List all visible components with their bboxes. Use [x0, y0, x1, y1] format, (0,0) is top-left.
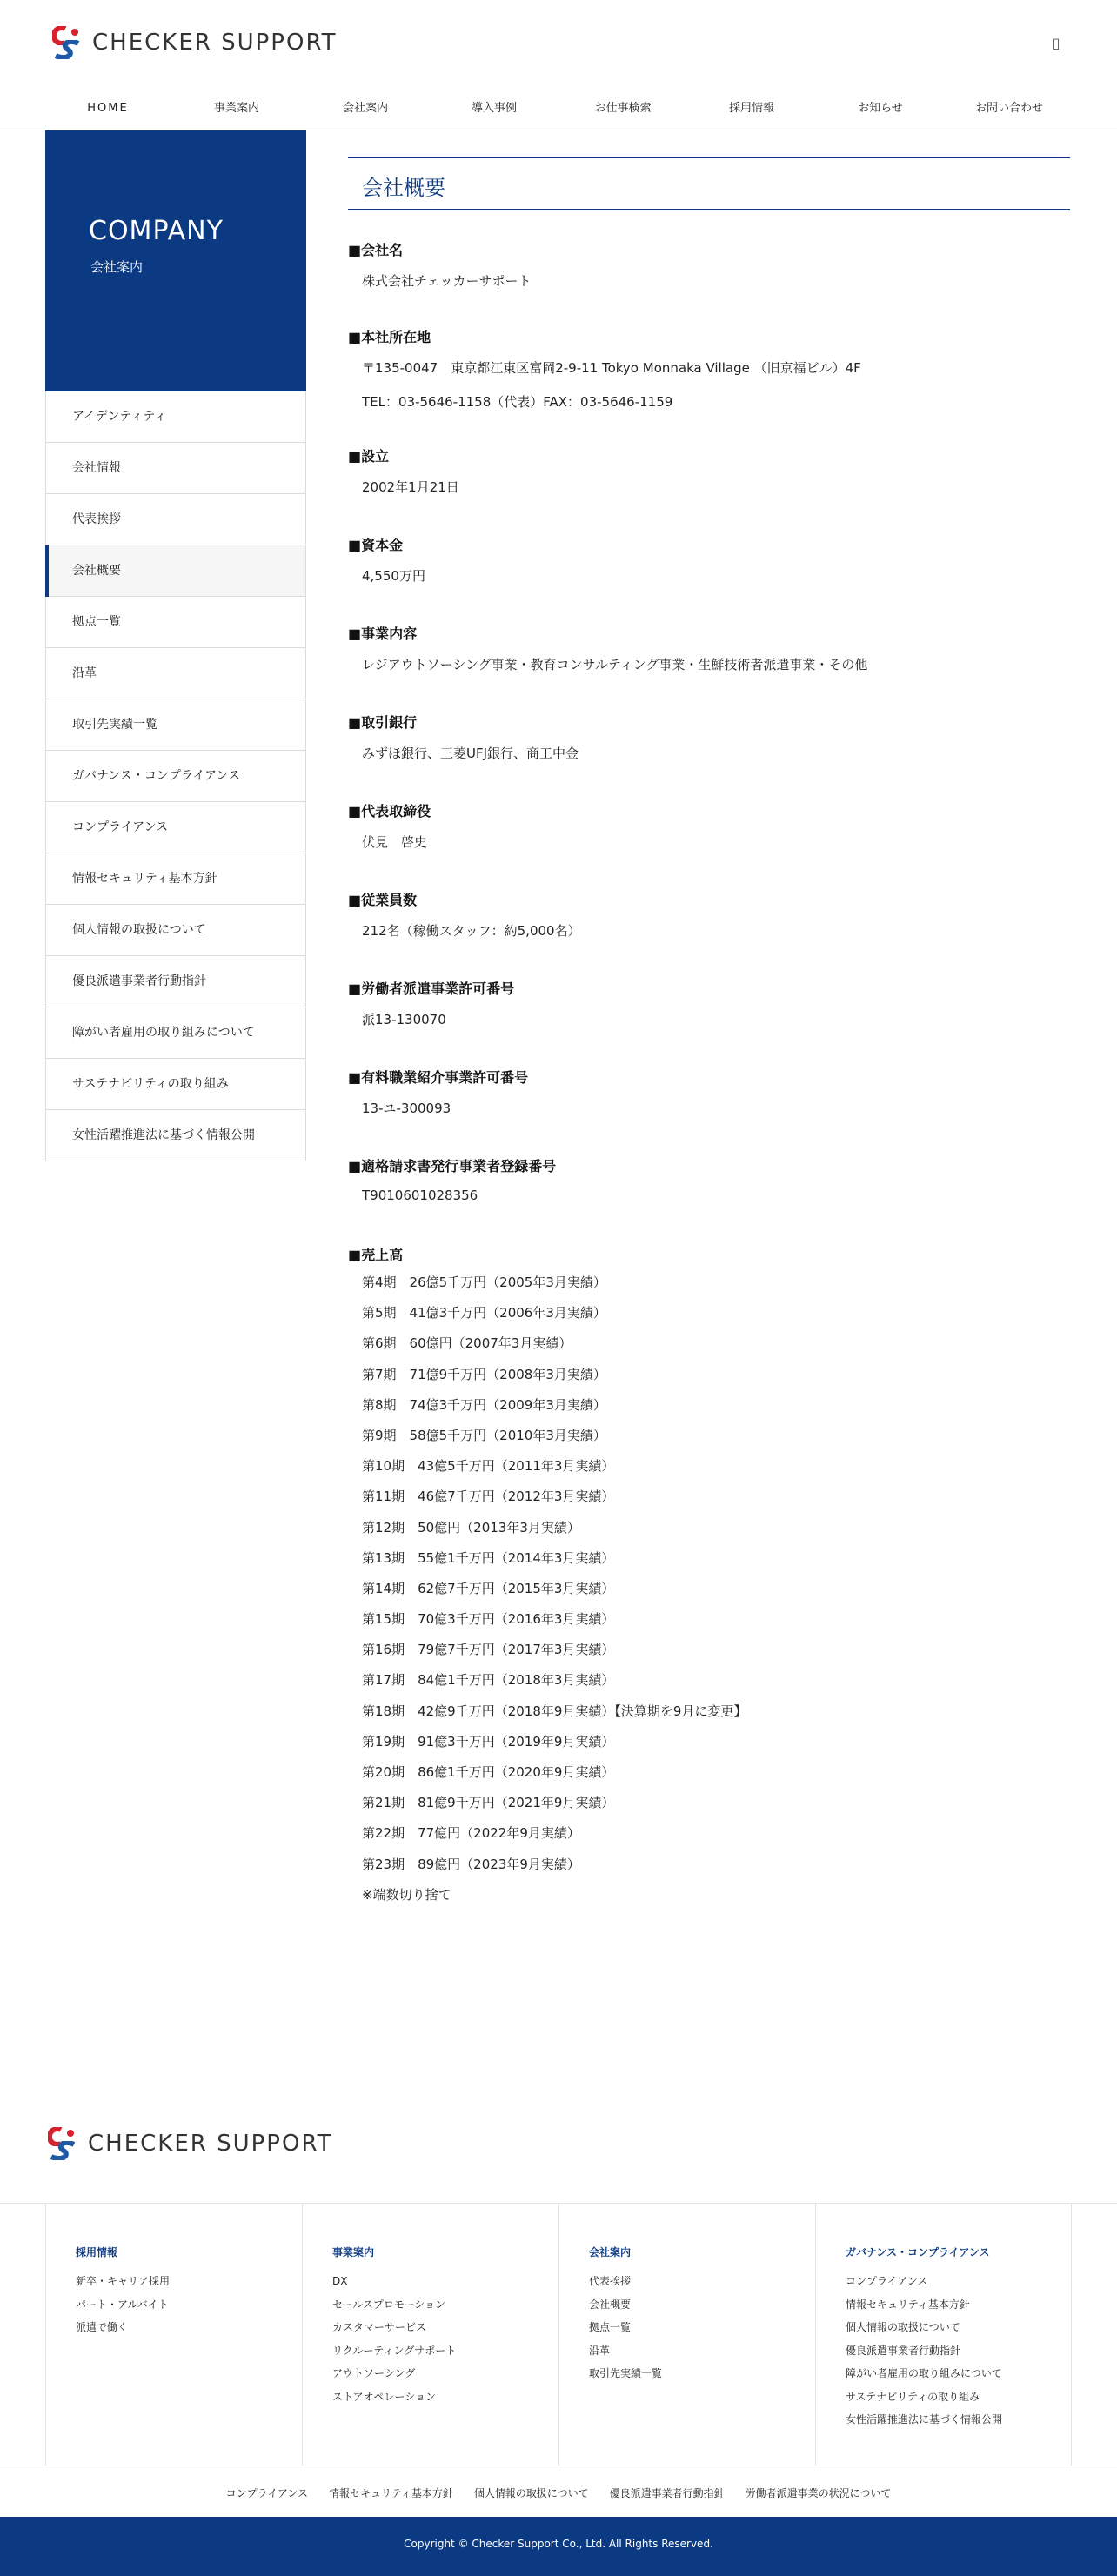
sidebar-item[interactable]: 取引先実績一覧: [46, 699, 305, 751]
footer-link[interactable]: コンプライアンス: [846, 2275, 928, 2287]
footer-column: [302, 2203, 558, 2466]
sidebar-item[interactable]: 女性活躍推進法に基づく情報公開: [46, 1110, 305, 1161]
sidebar-title-en: COMPANY: [89, 216, 224, 246]
nav-item[interactable]: 会社案内: [342, 102, 388, 115]
footer-bottom-link[interactable]: 優良派遣事業者行動指針: [609, 2487, 725, 2499]
sidebar-title-ja: 会社案内: [90, 259, 144, 275]
info-section: [348, 712, 1070, 762]
sales-section: [348, 1244, 1070, 1910]
footer-columns: [45, 2203, 1072, 2466]
sales-line: 第19期 91億3千万円（2019年9月実績）: [362, 1733, 615, 1750]
copyright-bar: [0, 2517, 1117, 2576]
sidebar-item[interactable]: 情報セキュリティ基本方針: [46, 853, 305, 905]
footer-link[interactable]: ストアオペレーション: [332, 2390, 437, 2403]
footer-link[interactable]: 取引先実績一覧: [589, 2367, 663, 2379]
sales-line: 第22期 77億円（2022年9月実績）: [362, 1825, 580, 1842]
sales-line: 第6期 60億円（2007年3月実績）: [362, 1335, 572, 1352]
sidebar-item[interactable]: コンプライアンス: [46, 802, 305, 853]
footer-link[interactable]: 拠点一覧: [589, 2321, 632, 2333]
info-section: [348, 326, 1070, 411]
footer-column-heading[interactable]: ガバナンス・コンプライアンス: [846, 2246, 990, 2258]
footer-bottom-link[interactable]: 情報セキュリティ基本方針: [329, 2487, 453, 2499]
footer-bottom-link[interactable]: 労働者派遣事業の状況について: [745, 2487, 892, 2499]
section-value: 13-ユ-300093: [362, 1101, 451, 1116]
section-heading: ■適格請求書発行事業者登録番号: [348, 1158, 557, 1174]
section-heading: ■労働者派遣事業許可番号: [348, 980, 515, 997]
sidebar-item[interactable]: 会社概要: [46, 545, 305, 597]
footer-link[interactable]: 優良派遣事業者行動指針: [846, 2344, 961, 2357]
info-section: [348, 800, 1070, 851]
sidebar-item[interactable]: 優良派遣事業者行動指針: [46, 956, 305, 1007]
sales-line: 第14期 62億7千万円（2015年3月実績）: [362, 1580, 615, 1596]
sales-line: 第7期 71億9千万円（2008年3月実績）: [362, 1366, 606, 1382]
section-heading: ■代表取締役: [348, 803, 431, 820]
section-heading: ■設立: [348, 448, 390, 465]
page-title-bar: [348, 157, 1070, 210]
footer-column: [558, 2203, 815, 2466]
info-section: [348, 239, 1070, 290]
section-heading: ■取引銀行: [348, 714, 418, 731]
sales-line: 第10期 43億5千万円（2011年3月実績）: [362, 1458, 615, 1475]
info-section: [348, 534, 1070, 585]
sales-line: 第16期 79億7千万円（2017年3月実績）: [362, 1642, 615, 1658]
footer-link[interactable]: 女性活躍推進法に基づく情報公開: [846, 2413, 1003, 2425]
section-value: 2002年1月21日: [362, 479, 459, 495]
footer-link[interactable]: 障がい者雇用の取り組みについて: [846, 2367, 1002, 2379]
sales-line: 第23期 89億円（2023年9月実績）: [362, 1856, 580, 1872]
footer-link[interactable]: 沿革: [589, 2344, 611, 2357]
sales-line: 第13期 55億1千万円（2014年3月実績）: [362, 1549, 615, 1566]
nav-item[interactable]: 導入事例: [471, 102, 517, 115]
hamburger-icon[interactable]: ▯: [1052, 35, 1060, 51]
logo-mark-icon: [52, 26, 80, 59]
logo-text: CHECKER SUPPORT: [92, 30, 338, 56]
section-value: 派13-130070: [362, 1012, 446, 1027]
footer-column-heading[interactable]: 事業案内: [332, 2246, 375, 2258]
section-value: 伏見 啓史: [362, 834, 428, 850]
footer-link[interactable]: DX: [332, 2275, 348, 2287]
footer-link[interactable]: パート・アルバイト: [76, 2298, 169, 2311]
section-value: 〒135-0047 東京都江東区富岡2-9-11 Tokyo Monnaka Village （旧京福ビル）4F: [362, 360, 861, 376]
main-nav: [0, 94, 1117, 130]
sales-line: 第15期 70億3千万円（2016年3月実績）: [362, 1611, 615, 1628]
section-heading: ■会社名: [348, 242, 404, 258]
section-value: レジアウトソーシング事業・教育コンサルティング事業・生鮮技術者派遣事業・その他: [362, 657, 868, 672]
nav-item[interactable]: お問い合わせ: [974, 102, 1043, 115]
sales-line: 第11期 46億7千万円（2012年3月実績）: [362, 1489, 615, 1505]
sidebar-item[interactable]: 沿革: [46, 648, 305, 699]
footer-links: [0, 2476, 1117, 2511]
footer-link[interactable]: サステナビリティの取り組み: [846, 2390, 980, 2403]
footer-column: [815, 2203, 1072, 2466]
site-header: [0, 0, 1117, 130]
nav-item[interactable]: お知らせ: [858, 102, 903, 115]
site-logo[interactable]: [52, 26, 338, 59]
footer-link[interactable]: 会社概要: [589, 2298, 632, 2311]
footer-logo[interactable]: [48, 2127, 333, 2160]
info-section: [348, 1155, 1070, 1203]
info-section: [348, 623, 1070, 673]
sidebar-item[interactable]: 障がい者雇用の取り組みについて: [46, 1007, 305, 1059]
sales-line: 第8期 74億3千万円（2009年3月実績）: [362, 1396, 606, 1413]
section-value: 4,550万円: [362, 568, 425, 584]
footer-link[interactable]: カスタマーサービス: [332, 2321, 427, 2333]
footer-link[interactable]: 情報セキュリティ基本方針: [846, 2298, 970, 2311]
footer-link[interactable]: 個人情報の取扱について: [846, 2321, 960, 2333]
info-section: [348, 445, 1070, 496]
sidebar-item[interactable]: 拠点一覧: [46, 597, 305, 648]
page-title: 会社概要: [362, 176, 445, 200]
section-value: T9010601028356: [362, 1188, 478, 1203]
footer-link[interactable]: アウトソーシング: [332, 2367, 416, 2379]
sidebar-item[interactable]: 代表挨拶: [46, 494, 305, 545]
section-heading: ■従業員数: [348, 892, 418, 908]
footer-link[interactable]: 新卒・キャリア採用: [76, 2275, 171, 2287]
sales-line: 第4期 26億5千万円（2005年3月実績）: [362, 1275, 606, 1290]
sidebar-hero: [45, 130, 306, 391]
section-value: みずほ銀行、三菱UFJ銀行、商工中金: [362, 746, 579, 761]
nav-item[interactable]: 採用情報: [728, 102, 774, 115]
footer-link[interactable]: セールスプロモーション: [332, 2298, 445, 2311]
sales-line: 第9期 58億5千万円（2010年3月実績）: [362, 1427, 606, 1443]
section-heading: ■事業内容: [348, 626, 418, 642]
footer-column: [45, 2203, 302, 2466]
sales-line: ※端数切り捨て: [362, 1886, 451, 1903]
info-section: [348, 889, 1070, 940]
footer-bottom-link[interactable]: コンプライアンス: [225, 2487, 309, 2499]
footer-column-heading[interactable]: 採用情報: [76, 2246, 118, 2258]
section-heading: ■売上高: [348, 1247, 404, 1263]
section-heading: ■有料職業紹介事業許可番号: [348, 1069, 529, 1086]
sales-line: 第20期 86億1千万円（2020年9月実績）: [362, 1764, 615, 1780]
copyright-text: Copyright © Checker Support Co., Ltd. All Rights Reserved.: [404, 2538, 713, 2550]
footer-link[interactable]: リクルーティングサポート: [332, 2344, 457, 2357]
nav-item[interactable]: HOME: [87, 102, 129, 115]
sidebar-item[interactable]: 個人情報の取扱について: [46, 905, 305, 956]
section-value: TEL：03-5646-1158（代表）FAX：03-5646-1159: [362, 394, 673, 410]
footer-logo-text: CHECKER SUPPORT: [88, 2131, 333, 2157]
footer-bottom-link[interactable]: 個人情報の取扱について: [473, 2487, 589, 2499]
sales-line: 第21期 81億9千万円（2021年9月実績）: [362, 1795, 615, 1811]
section-heading: ■資本金: [348, 537, 404, 553]
sales-line: 第12期 50億円（2013年3月実績）: [362, 1519, 580, 1536]
section-heading: ■本社所在地: [348, 329, 431, 345]
footer-link[interactable]: 派遣で働く: [76, 2321, 129, 2333]
footer-link[interactable]: 代表挨拶: [589, 2275, 632, 2287]
section-value: 株式会社チェッカーサポート: [362, 273, 532, 289]
footer-column-heading[interactable]: 会社案内: [589, 2246, 632, 2258]
sidebar-item[interactable]: 会社情報: [46, 443, 305, 494]
sales-line: 第18期 42億9千万円（2018年9月実績）【決算期を9月に変更】: [362, 1703, 747, 1719]
info-section: [348, 978, 1070, 1028]
sales-line: 第17期 84億1千万円（2018年3月実績）: [362, 1672, 615, 1689]
sales-line: 第5期 41億3千万円（2006年3月実績）: [362, 1305, 606, 1321]
sidebar-menu: [45, 391, 306, 1161]
sidebar-item[interactable]: サステナビリティの取り組み: [46, 1059, 305, 1110]
sidebar-item[interactable]: アイデンティティ: [46, 391, 305, 443]
section-value: 212名（稼働スタッフ：約5,000名）: [362, 923, 581, 939]
nav-item[interactable]: お仕事検索: [594, 102, 652, 115]
sidebar-item[interactable]: ガバナンス・コンプライアンス: [46, 751, 305, 802]
info-section: [348, 1067, 1070, 1117]
nav-item[interactable]: 事業案内: [213, 102, 259, 115]
footer-logo-mark-icon: [48, 2127, 76, 2160]
